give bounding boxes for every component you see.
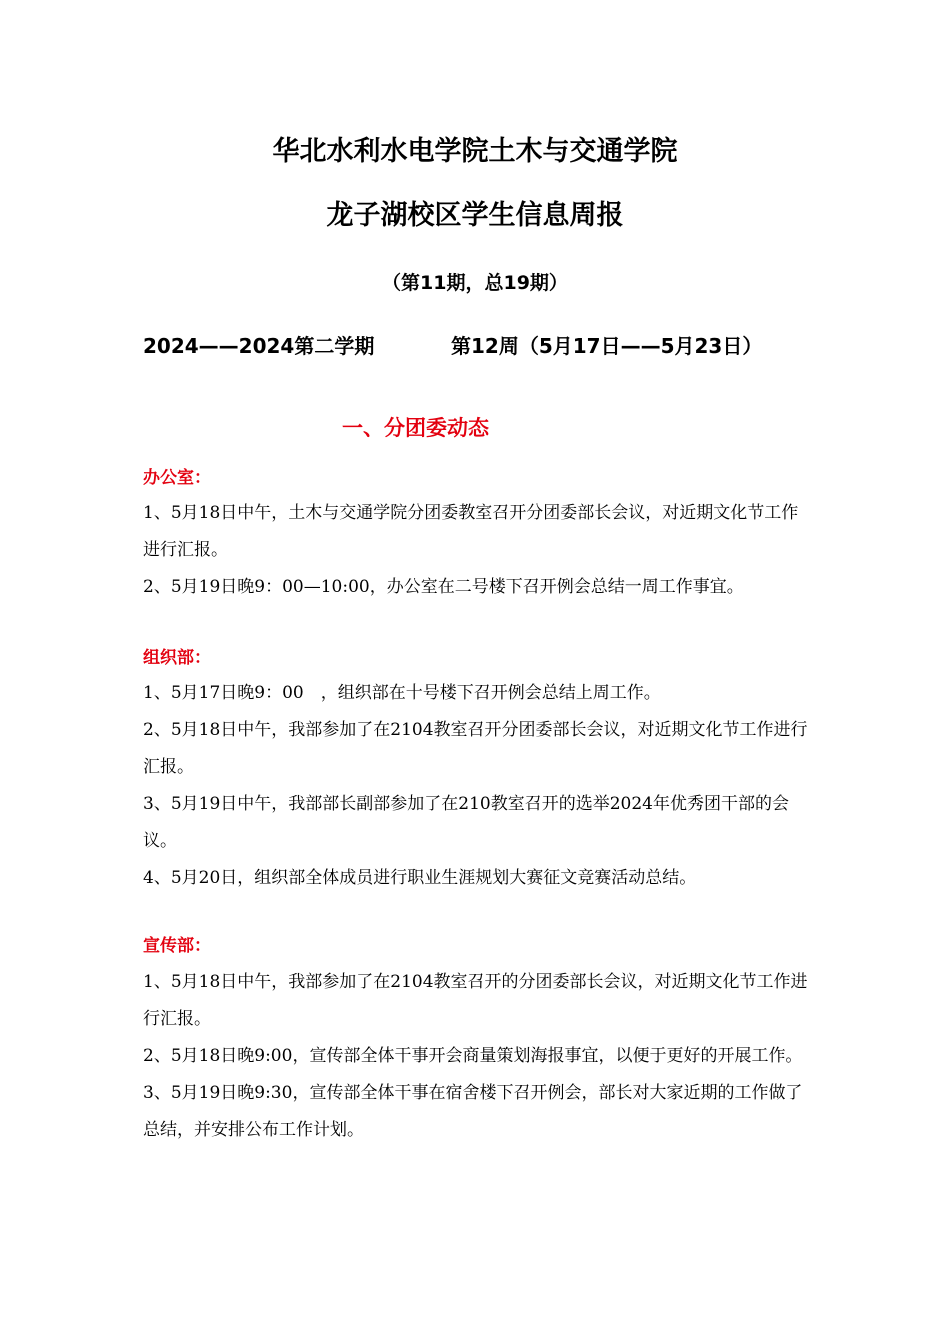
department-publicity-heading: 宣传部： [143, 936, 211, 956]
list-item: 1、5月17日晚9：00 ，组织部在十号楼下召开例会总结上周工作。 [143, 683, 661, 703]
department-organization-heading: 组织部： [143, 648, 211, 668]
list-item: 4、5月20日，组织部全体成员进行职业生涯规划大赛征文竞赛活动总结。 [143, 868, 697, 888]
list-item: 2、5月18日中午，我部参加了在2104教室召开分团委部长会议，对近期文化节工作进行汇报。 [143, 720, 808, 777]
department-office-list [143, 495, 811, 606]
document-title-institution: 华北水利水电学院土木与交通学院 [272, 136, 678, 167]
document-title-report: 龙子湖校区学生信息周报 [326, 200, 624, 231]
issue-number: （第11期，总19期） [382, 272, 568, 294]
week-range-label: 第12周（5月17日——5月23日） [451, 334, 763, 358]
department-publicity-list [143, 964, 811, 1149]
department-office-heading: 办公室： [143, 468, 211, 488]
section-heading: 一、分团委动态 [342, 416, 489, 440]
semester-label: 2024——2024第二学期 [143, 334, 375, 358]
list-item: 3、5月19日中午，我部部长副部参加了在210教室召开的选举2024年优秀团干部的会议。 [143, 794, 789, 851]
list-item: 1、5月18日中午，土木与交通学院分团委教室召开分团委部长会议，对近期文化节工作进行汇报。 [143, 503, 799, 560]
list-item: 2、5月18日晚9:00，宣传部全体干事开会商量策划海报事宜，以便于更好的开展工作。 [143, 1046, 803, 1066]
list-item: 3、5月19日晚9:30，宣传部全体干事在宿舍楼下召开例会，部长对大家近期的工作做了总结，并安排公布工作计划。 [143, 1083, 803, 1140]
department-organization-list [143, 675, 811, 897]
list-item: 1、5月18日中午，我部参加了在2104教室召开的分团委部长会议，对近期文化节工作进行汇报。 [143, 972, 808, 1029]
list-item: 2、5月19日晚9：00—10:00，办公室在二号楼下召开例会总结一周工作事宜。 [143, 577, 744, 597]
